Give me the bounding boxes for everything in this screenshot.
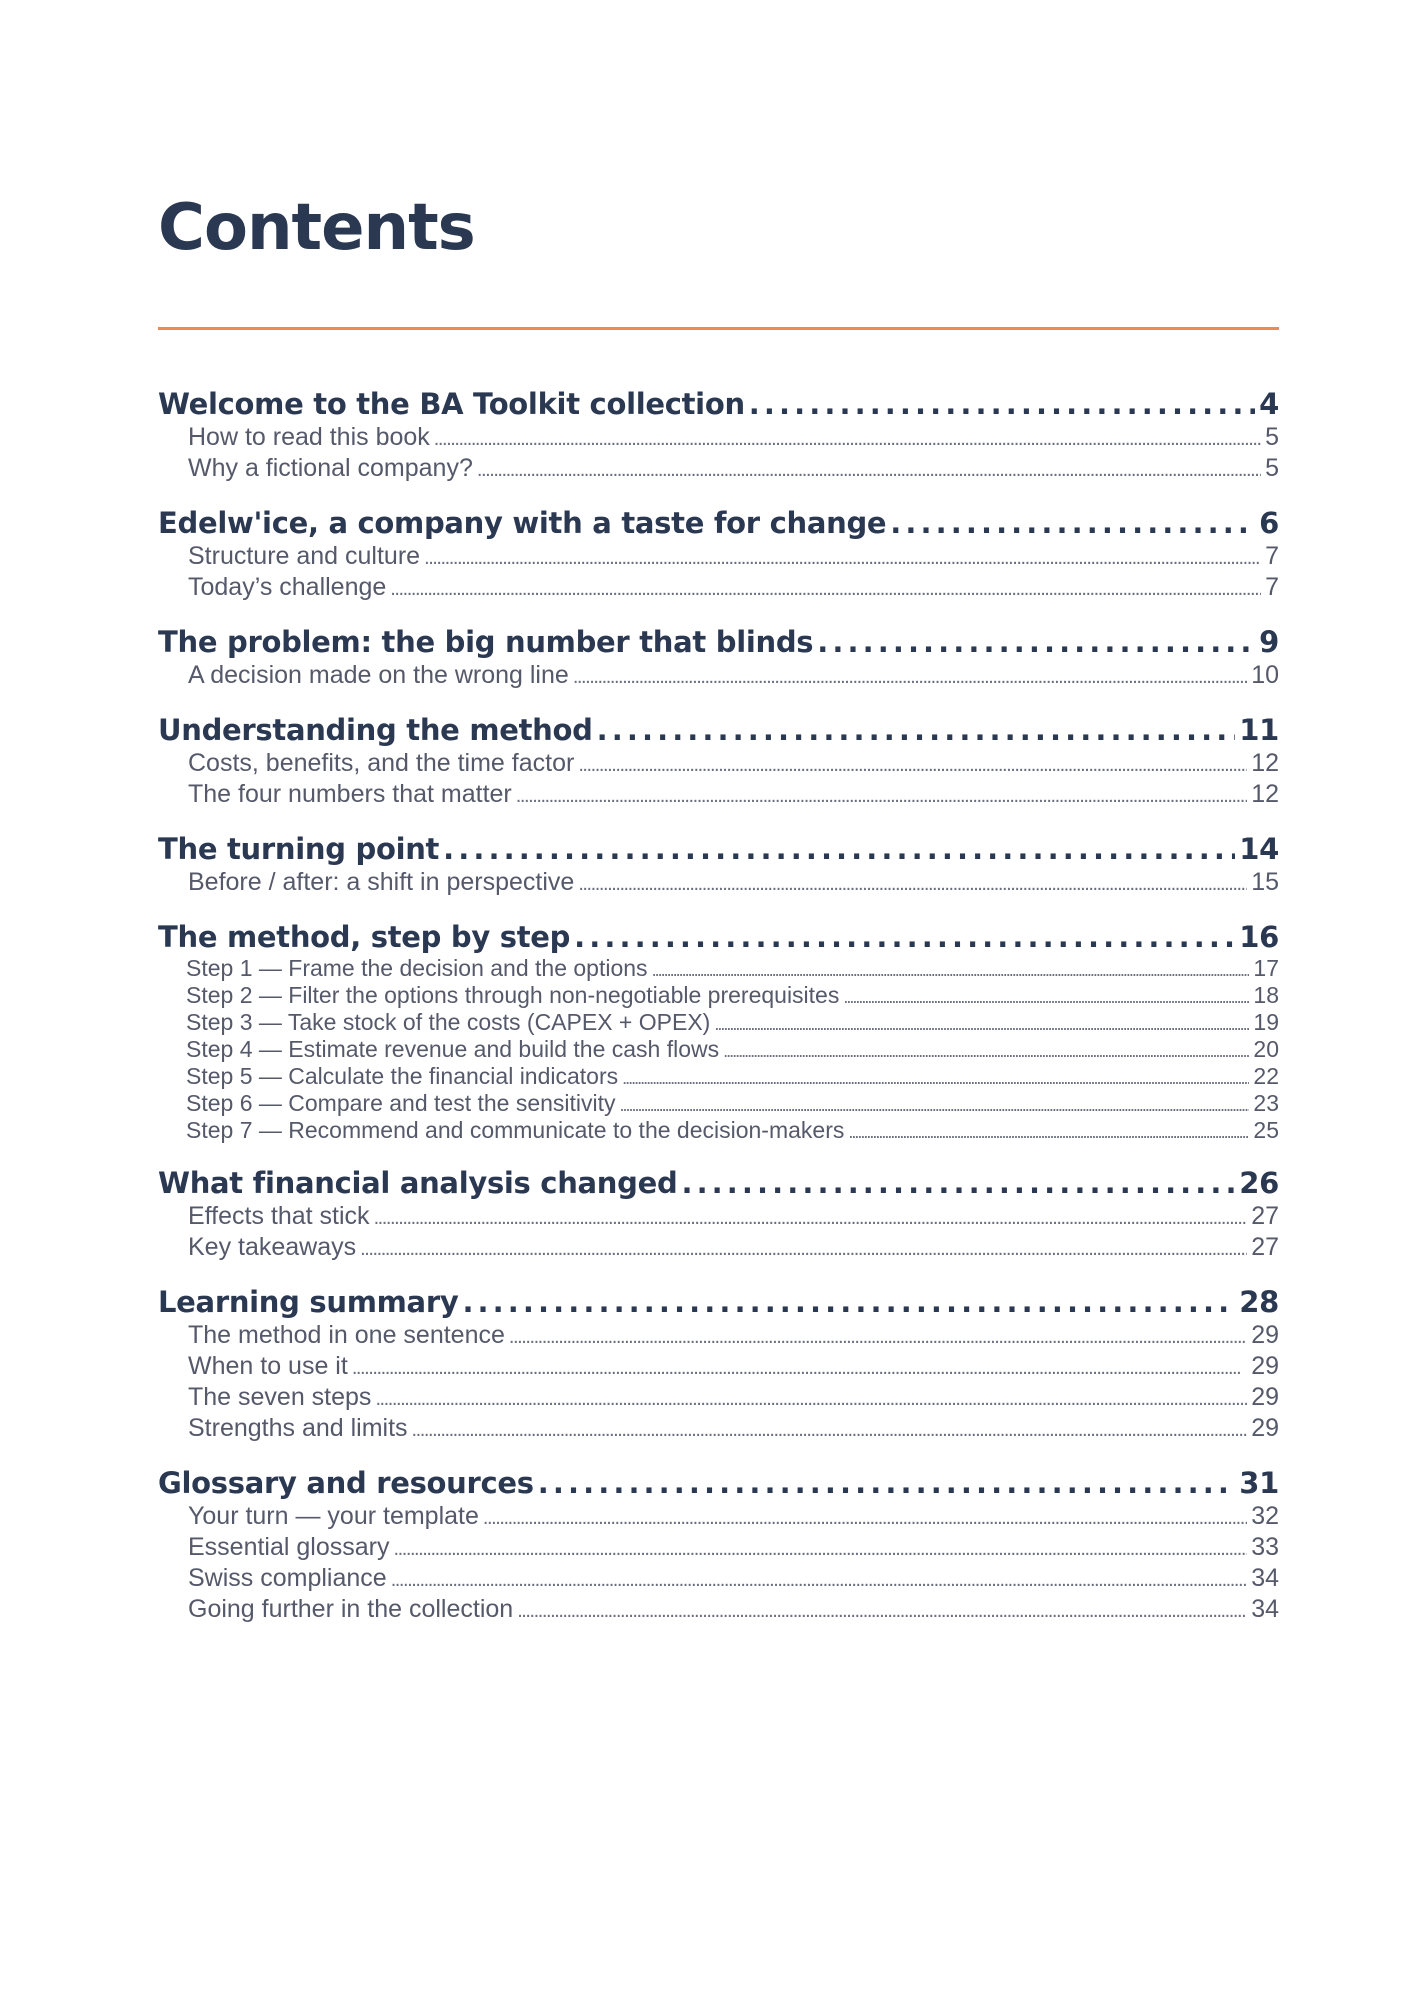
subsection-title: A decision made on the wrong line	[188, 661, 569, 689]
step-page-number: 23	[1253, 1090, 1279, 1116]
dot-leader	[681, 1164, 1235, 1202]
chapter-title: Understanding the method	[158, 713, 593, 747]
section-gap	[158, 1445, 1279, 1464]
subsection-page-number: 34	[1251, 1564, 1279, 1592]
toc-step-entry[interactable]	[158, 1091, 1279, 1118]
subsection-title: Swiss compliance	[188, 1564, 387, 1592]
subsection-page-number: 27	[1251, 1202, 1279, 1230]
subsection-page-number: 29	[1251, 1352, 1279, 1380]
subsection-title: How to read this book	[188, 423, 430, 451]
chapter-page-number: 11	[1239, 713, 1279, 747]
chapter-page-number: 31	[1239, 1466, 1279, 1500]
step-page-number: 17	[1253, 955, 1279, 981]
subsection-title: Today’s challenge	[188, 573, 387, 601]
dot-leader	[652, 956, 1250, 983]
section-gap	[158, 485, 1279, 504]
subsection-title: Costs, benefits, and the time factor	[188, 749, 575, 777]
step-page-number: 25	[1253, 1117, 1279, 1143]
dot-leader	[622, 1064, 1249, 1091]
dot-leader	[573, 661, 1247, 692]
subsection-title: Going further in the collection	[188, 1595, 514, 1623]
subsection-title: Before / after: a shift in perspective	[188, 868, 575, 896]
toc-subsection-entry[interactable]	[158, 1202, 1279, 1233]
section-gap	[158, 1145, 1279, 1164]
step-page-number: 20	[1253, 1036, 1279, 1062]
toc-subsection-entry[interactable]	[158, 1383, 1279, 1414]
toc-section	[158, 1464, 1279, 1626]
dot-leader	[620, 1091, 1250, 1118]
toc-subsection-entry[interactable]	[158, 573, 1279, 604]
dot-leader	[483, 1502, 1247, 1533]
dot-leader	[578, 749, 1247, 780]
dot-leader	[516, 780, 1247, 811]
subsection-title: When to use it	[188, 1352, 348, 1380]
toc-section	[158, 711, 1279, 811]
step-page-number: 22	[1253, 1063, 1279, 1089]
chapter-title: Learning summary	[158, 1285, 459, 1319]
dot-leader	[509, 1321, 1247, 1352]
toc-step-entry[interactable]	[158, 956, 1279, 983]
subsection-title: Structure and culture	[188, 542, 421, 570]
chapter-title: Edelw'ice, a company with a taste for change	[158, 506, 887, 540]
subsection-page-number: 33	[1251, 1533, 1279, 1561]
chapter-title: The problem: the big number that blinds	[158, 625, 814, 659]
section-gap	[158, 604, 1279, 623]
dot-leader	[749, 385, 1255, 423]
step-title: Step 2 — Filter the options through non-negotiable prerequisites	[186, 982, 840, 1008]
subsection-title: Your turn — your template	[188, 1502, 479, 1530]
toc-subsection-entry[interactable]	[158, 423, 1279, 454]
step-title: Step 5 — Calculate the financial indicators	[186, 1063, 619, 1089]
toc-chapter-entry[interactable]	[158, 1283, 1279, 1321]
dot-leader	[352, 1352, 1247, 1383]
dot-leader	[393, 1533, 1247, 1564]
chapter-page-number: 28	[1239, 1285, 1279, 1319]
dot-leader	[843, 983, 1249, 1010]
page-title: Contents	[158, 191, 475, 265]
toc-subsection-entry[interactable]	[158, 868, 1279, 899]
chapter-page-number: 14	[1239, 832, 1279, 866]
dot-leader	[817, 623, 1255, 661]
chapter-page-number: 26	[1239, 1166, 1279, 1200]
dot-leader	[374, 1202, 1248, 1233]
step-page-number: 19	[1253, 1009, 1279, 1035]
subsection-page-number: 10	[1251, 661, 1279, 689]
subsection-page-number: 32	[1251, 1502, 1279, 1530]
subsection-page-number: 5	[1265, 454, 1279, 482]
dot-leader	[574, 918, 1235, 956]
dot-leader	[723, 1037, 1249, 1064]
subsection-page-number: 29	[1251, 1321, 1279, 1349]
subsection-title: The seven steps	[188, 1383, 372, 1411]
chapter-page-number: 4	[1259, 387, 1279, 421]
subsection-title: Effects that stick	[188, 1202, 370, 1230]
subsection-page-number: 5	[1265, 423, 1279, 451]
accent-rule	[158, 327, 1279, 330]
toc-chapter-entry[interactable]	[158, 1164, 1279, 1202]
toc-chapter-entry[interactable]	[158, 830, 1279, 868]
toc-section	[158, 1164, 1279, 1264]
dot-leader	[714, 1010, 1249, 1037]
step-title: Step 3 — Take stock of the costs (CAPEX + OPEX)	[186, 1009, 711, 1035]
subsection-page-number: 7	[1265, 542, 1279, 570]
subsection-title: Why a fictional company?	[188, 454, 473, 482]
dot-leader	[412, 1414, 1248, 1445]
table-of-contents	[158, 385, 1279, 1626]
step-title: Step 1 — Frame the decision and the options	[186, 955, 648, 981]
subsection-page-number: 29	[1251, 1414, 1279, 1442]
toc-subsection-entry[interactable]	[158, 661, 1279, 692]
toc-subsection-entry[interactable]	[158, 749, 1279, 780]
chapter-title: The method, step by step	[158, 920, 571, 954]
subsection-page-number: 29	[1251, 1383, 1279, 1411]
chapter-page-number: 9	[1259, 625, 1279, 659]
chapter-page-number: 6	[1259, 506, 1279, 540]
dot-leader	[375, 1383, 1247, 1414]
toc-section	[158, 504, 1279, 604]
dot-leader	[477, 454, 1261, 485]
dot-leader	[443, 830, 1235, 868]
toc-subsection-entry[interactable]	[158, 1595, 1279, 1626]
section-gap	[158, 811, 1279, 830]
toc-subsection-entry[interactable]	[158, 1564, 1279, 1595]
step-page-number: 18	[1253, 982, 1279, 1008]
section-gap	[158, 1264, 1279, 1283]
subsection-title: Key takeaways	[188, 1233, 357, 1261]
dot-leader	[538, 1464, 1235, 1502]
subsection-page-number: 34	[1251, 1595, 1279, 1623]
toc-step-entry[interactable]	[158, 1010, 1279, 1037]
dot-leader	[424, 542, 1261, 573]
subsection-title: The method in one sentence	[188, 1321, 505, 1349]
dot-leader	[462, 1283, 1235, 1321]
toc-chapter-entry[interactable]	[158, 1464, 1279, 1502]
section-gap	[158, 899, 1279, 918]
toc-chapter-entry[interactable]	[158, 918, 1279, 956]
toc-subsection-entry[interactable]	[158, 1502, 1279, 1533]
dot-leader	[390, 573, 1261, 604]
toc-subsection-entry[interactable]	[158, 454, 1279, 485]
toc-chapter-entry[interactable]	[158, 711, 1279, 749]
chapter-page-number: 16	[1239, 920, 1279, 954]
toc-subsection-entry[interactable]	[158, 1233, 1279, 1264]
dot-leader	[848, 1118, 1249, 1145]
toc-section	[158, 830, 1279, 899]
subsection-page-number: 12	[1251, 749, 1279, 777]
step-title: Step 7 — Recommend and communicate to the decision-makers	[186, 1117, 845, 1143]
toc-step-entry[interactable]	[158, 1064, 1279, 1091]
toc-step-entry[interactable]	[158, 983, 1279, 1010]
toc-subsection-entry[interactable]	[158, 780, 1279, 811]
subsection-title: The four numbers that matter	[188, 780, 512, 808]
subsection-title: Essential glossary	[188, 1533, 390, 1561]
toc-section	[158, 385, 1279, 485]
toc-chapter-entry[interactable]	[158, 623, 1279, 661]
toc-chapter-entry[interactable]	[158, 385, 1279, 423]
chapter-title: What financial analysis changed	[158, 1166, 678, 1200]
toc-subsection-entry[interactable]	[158, 1321, 1279, 1352]
dot-leader	[597, 711, 1236, 749]
subsection-title: Strengths and limits	[188, 1414, 408, 1442]
dot-leader	[360, 1233, 1247, 1264]
dot-leader	[890, 504, 1255, 542]
step-title: Step 4 — Estimate revenue and build the cash flows	[186, 1036, 720, 1062]
toc-chapter-entry[interactable]	[158, 504, 1279, 542]
chapter-title: Welcome to the BA Toolkit collection	[158, 387, 745, 421]
toc-section	[158, 918, 1279, 1145]
toc-subsection-entry[interactable]	[158, 1352, 1279, 1383]
chapter-title: The turning point	[158, 832, 440, 866]
dot-leader	[517, 1595, 1247, 1626]
subsection-page-number: 7	[1265, 573, 1279, 601]
dot-leader	[434, 423, 1261, 454]
toc-step-entry[interactable]	[158, 1118, 1279, 1145]
toc-subsection-entry[interactable]	[158, 1414, 1279, 1445]
toc-section	[158, 623, 1279, 692]
step-title: Step 6 — Compare and test the sensitivity	[186, 1090, 616, 1116]
chapter-title: Glossary and resources	[158, 1466, 534, 1500]
toc-step-entry[interactable]	[158, 1037, 1279, 1064]
subsection-page-number: 27	[1251, 1233, 1279, 1261]
toc-section	[158, 1283, 1279, 1445]
dot-leader	[391, 1564, 1248, 1595]
dot-leader	[578, 868, 1247, 899]
toc-subsection-entry[interactable]	[158, 542, 1279, 573]
subsection-page-number: 15	[1251, 868, 1279, 896]
toc-subsection-entry[interactable]	[158, 1533, 1279, 1564]
subsection-page-number: 12	[1251, 780, 1279, 808]
section-gap	[158, 692, 1279, 711]
